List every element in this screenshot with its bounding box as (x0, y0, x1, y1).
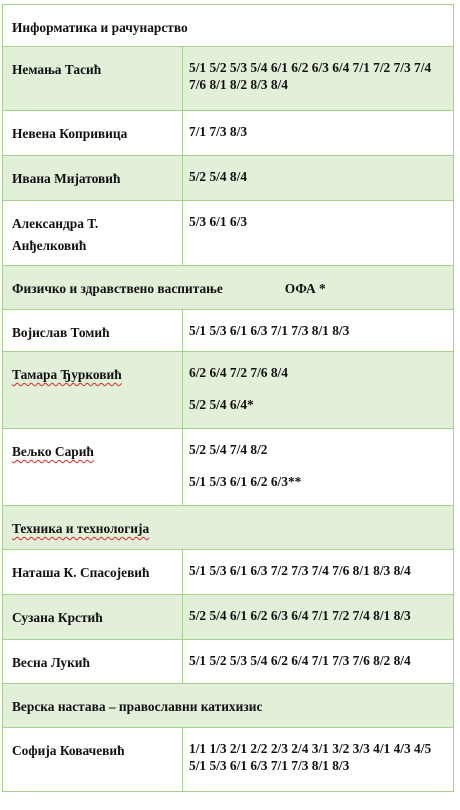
teacher-name-text: Наташа К. Спасојевић (12, 565, 150, 580)
class-list (183, 640, 453, 683)
teacher-name (3, 201, 183, 265)
teacher-name-text: Весна Лукић (12, 655, 90, 670)
teacher-row (2, 728, 454, 792)
class-list-line: 6/2 6/4 7/2 7/6 8/4 (189, 365, 288, 380)
class-list-line: 5/1 5/2 5/3 5/4 6/1 6/2 6/3 6/4 7/1 7/2 7/3 7/4 7/6 8/1 8/2 8/3 8/4 (189, 60, 432, 92)
teacher-row (2, 156, 454, 201)
teacher-name (3, 550, 183, 594)
teacher-name (3, 352, 183, 428)
class-list-line: 5/1 5/3 6/1 6/3 7/1 7/3 8/1 8/3 (189, 323, 350, 338)
teacher-name-text: Немања Тасић (12, 62, 102, 77)
teacher-row (2, 111, 454, 156)
teacher-row (2, 201, 454, 266)
teacher-name-text: Александра Т. Анђелковић (12, 216, 99, 253)
subject-title-text: Физичко и здравствено васпитање (12, 281, 223, 296)
class-list (183, 47, 453, 110)
subject-note: ОФА * (284, 281, 326, 296)
subject-header-row (2, 266, 454, 310)
class-list (183, 728, 453, 791)
class-list-line: 5/1 5/2 5/3 5/4 6/2 6/4 7/1 7/3 7/6 8/2 8/4 (189, 653, 411, 668)
class-list (183, 595, 453, 639)
class-list-line: 5/2 5/4 8/4 (189, 169, 248, 184)
teacher-name-text: Војислав Томић (12, 325, 110, 340)
class-list (183, 111, 453, 155)
schedule-table (2, 4, 454, 792)
teacher-name (3, 156, 183, 200)
teacher-row (2, 352, 454, 429)
subject-header-row (2, 506, 454, 550)
class-list-line: 5/2 5/4 6/4* (189, 397, 254, 412)
class-list (183, 429, 453, 505)
teacher-name (3, 47, 183, 110)
subject-header-row (2, 684, 454, 728)
class-list (183, 352, 453, 428)
teacher-name-text: Невена Копривица (12, 126, 128, 141)
subject-title (3, 506, 453, 549)
class-list (183, 550, 453, 594)
teacher-row (2, 310, 454, 352)
class-list-line: 5/1 5/3 6/1 6/2 6/3** (189, 474, 302, 489)
teacher-name-text: Тамара Ђурковић (12, 367, 122, 382)
subject-title-text: Техника и технологија (12, 521, 150, 536)
teacher-row (2, 47, 454, 111)
class-list (183, 156, 453, 200)
class-list-line: 5/2 5/4 7/4 8/2 (189, 442, 268, 457)
teacher-name-text: Ивана Мијатовић (12, 171, 121, 186)
teacher-row (2, 550, 454, 595)
teacher-name (3, 429, 183, 505)
teacher-name (3, 728, 183, 791)
teacher-name-text: Софија Ковачевић (12, 743, 125, 758)
class-list-line: 7/1 7/3 8/3 (189, 124, 248, 139)
teacher-name (3, 310, 183, 351)
teacher-name (3, 111, 183, 155)
class-list-line: 5/1 5/3 6/1 6/3 7/2 7/3 7/4 7/6 8/1 8/3 8/4 (189, 563, 411, 578)
class-list (183, 201, 453, 265)
teacher-name-text: Вељко Сарић (12, 444, 94, 459)
subject-title (3, 5, 453, 46)
teacher-row (2, 595, 454, 640)
subject-header-row (2, 4, 454, 47)
subject-title (3, 266, 453, 309)
subject-title-text: Верска настава – православни катихизис (12, 699, 263, 714)
subject-title-text: Информатика и рачунарство (12, 20, 188, 35)
subject-title (3, 684, 453, 727)
teacher-row (2, 640, 454, 684)
class-list-line: 5/3 6/1 6/3 (189, 214, 248, 229)
teacher-row (2, 429, 454, 506)
class-list (183, 310, 453, 351)
class-list-line: 5/2 5/4 6/1 6/2 6/3 6/4 7/1 7/2 7/4 8/1 8/3 (189, 608, 411, 623)
teacher-name-text: Сузана Крстић (12, 610, 103, 625)
teacher-name (3, 640, 183, 683)
class-list-line: 1/1 1/3 2/1 2/2 2/3 2/4 3/1 3/2 3/3 4/1 4/3 4/5 5/1 5/3 6/1 6/3 7/1 7/3 8/1 8/3 (189, 741, 432, 773)
teacher-name (3, 595, 183, 639)
